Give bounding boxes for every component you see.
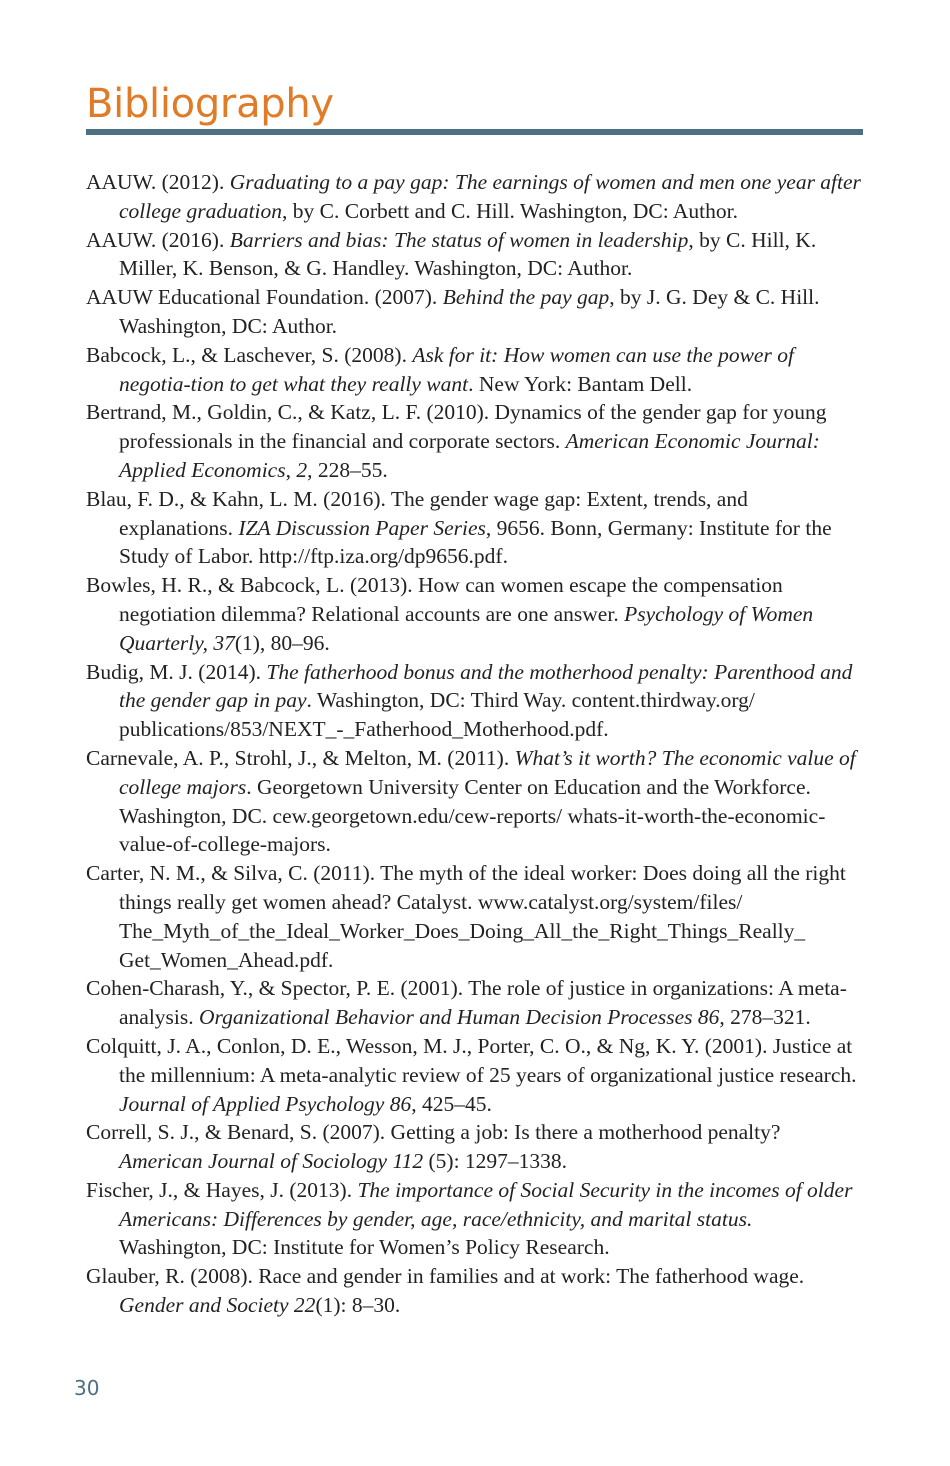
entry-text: Carnevale, A. P., Strohl, J., & Melton, M. (2011). xyxy=(86,745,515,770)
entry-text: AAUW. (2016). xyxy=(86,227,230,252)
entry-text: (1), 80–96. xyxy=(234,630,330,655)
bibliography-list xyxy=(86,168,864,1320)
bibliography-entry xyxy=(86,571,864,657)
bibliography-entry xyxy=(86,341,864,399)
bibliography-entry xyxy=(86,1176,864,1262)
bibliography-entry xyxy=(86,974,864,1032)
entry-italic-text: The importance of Social Security in the incomes of older Americans: Differences by gender, age, race/ethnicity, and marital status. xyxy=(119,1177,853,1231)
entry-italic-text: American Economic Journal: Applied Economics xyxy=(119,429,820,482)
entry-italic-text: Psychology of Women Quarterly, 37 xyxy=(119,601,814,655)
entry-italic-text: Behind the pay gap xyxy=(442,285,610,310)
entry-italic-text: 2 xyxy=(296,457,308,482)
entry-italic-text: What’s it worth? The economic value of college majors xyxy=(119,745,856,799)
entry-text: AAUW. (2012). xyxy=(86,170,230,194)
entry-text: Budig, M. J. (2014). xyxy=(86,659,267,684)
bibliography-entry xyxy=(86,658,864,744)
bibliography-entry xyxy=(86,1032,864,1118)
entry-italic-text: Graduating to a pay gap: The earnings of women and men one year after college graduation xyxy=(119,170,861,223)
entry-text: Glauber, R. (2008). Race and gender in families and at work: The fatherhood wage. xyxy=(86,1264,805,1289)
entry-italic-text: IZA Discussion Paper Series xyxy=(238,515,486,540)
entry-text: (1): 8–30. xyxy=(315,1293,401,1318)
entry-text: , xyxy=(285,457,297,482)
entry-italic-text: Barriers and bias: The status of women in leadership xyxy=(229,227,689,252)
entry-text: Carter, N. M., & Silva, C. (2011). The myth of the ideal worker: Does doing all the right things really get women ahead? Catalyst. www.catalyst.org/system/files/ The_Myth_of_the_Ideal_Worker_Does_Doing_All_the_Right_Things_Really_ Get_Women_Ahead.pdf. xyxy=(86,861,846,972)
bibliography-entry xyxy=(86,485,864,571)
entry-text: . Washington, DC: Third Way. content.thirdway.org/ publications/853/NEXT_-_Fatherhood_Motherhood.pdf. xyxy=(119,688,755,742)
entry-text: (5): 1297–1338. xyxy=(423,1149,568,1174)
bibliography-entry xyxy=(86,744,864,859)
entry-text: Blau, F. D., & Kahn, L. M. (2016). The gender wage gap: Extent, trends, and explanations. xyxy=(86,486,748,540)
entry-text: , 278–321. xyxy=(719,1005,811,1030)
entry-text: , by C. Hill, K. Miller, K. Benson, & G. Handley. Washington, DC: Author. xyxy=(119,227,817,281)
bibliography-entry xyxy=(86,168,864,226)
bibliography-entry xyxy=(86,1262,864,1320)
entry-text: AAUW Educational Foundation. (2007). xyxy=(86,285,443,310)
title-rule xyxy=(86,129,863,135)
entry-text: , 425–45. xyxy=(411,1091,492,1116)
bibliography-entry xyxy=(86,283,864,341)
entry-italic-text: The fatherhood bonus and the motherhood penalty: Parenthood and the gender gap in pay xyxy=(119,659,853,713)
page-title: Bibliography xyxy=(86,81,334,127)
bibliography-entry xyxy=(86,859,864,974)
entry-text: Bertrand, M., Goldin, C., & Katz, L. F. (2010). Dynamics of the gender gap for young professionals in the financial and corporate sectors. xyxy=(86,400,827,454)
entry-text: Correll, S. J., & Benard, S. (2007). Getting a job: Is there a motherhood penalty? xyxy=(86,1120,781,1145)
entry-text: . Georgetown University Center on Education and the Workforce. Washington, DC. cew.georgetown.edu/cew-reports/ whats-it-worth-the-economic-value-of-college-majors. xyxy=(119,774,826,857)
entry-text: . New York: Bantam Dell. xyxy=(468,371,693,396)
bibliography-entry xyxy=(86,226,864,284)
entry-italic-text: Ask for it: How women can use the power of negotia-tion to get what they really want xyxy=(119,342,794,396)
entry-text: Colquitt, J. A., Conlon, D. E., Wesson, M. J., Porter, C. O., & Ng, K. Y. (2001). Justice at the millennium: A meta-analytic review of 25 years of organizational justice research. xyxy=(86,1033,857,1087)
entry-text: , 228–55. xyxy=(307,457,388,482)
entry-italic-text: Journal of Applied Psychology 86 xyxy=(119,1091,412,1116)
entry-text: , by C. Corbett and C. Hill. Washington, DC: Author. xyxy=(282,198,738,223)
entry-text: Washington, DC: Institute for Women’s Policy Research. xyxy=(119,1235,610,1260)
entry-text: Cohen-Charash, Y., & Spector, P. E. (2001). The role of justice in organizations: A meta-analysis. xyxy=(86,976,847,1030)
entry-text: Fischer, J., & Hayes, J. (2013). xyxy=(86,1177,358,1202)
entry-text: , 9656. Bonn, Germany: Institute for the Study of Labor. http://ftp.iza.org/dp9656.pdf. xyxy=(119,515,832,569)
entry-italic-text: American Journal of Sociology 112 xyxy=(119,1149,424,1174)
entry-text: , by J. G. Dey & C. Hill. Washington, DC: Author. xyxy=(119,285,820,338)
entry-text: Babcock, L., & Laschever, S. (2008). xyxy=(86,342,413,367)
bibliography-entry xyxy=(86,398,864,484)
entry-text: Bowles, H. R., & Babcock, L. (2013). How can women escape the compensation negotiation dilemma? Relational accounts are one answer. xyxy=(86,573,783,626)
bibliography-entry xyxy=(86,1118,864,1176)
entry-italic-text: Gender and Society 22 xyxy=(119,1293,316,1318)
entry-italic-text: Organizational Behavior and Human Decision Processes 86 xyxy=(199,1005,720,1030)
page-number: 30 xyxy=(74,1376,100,1400)
